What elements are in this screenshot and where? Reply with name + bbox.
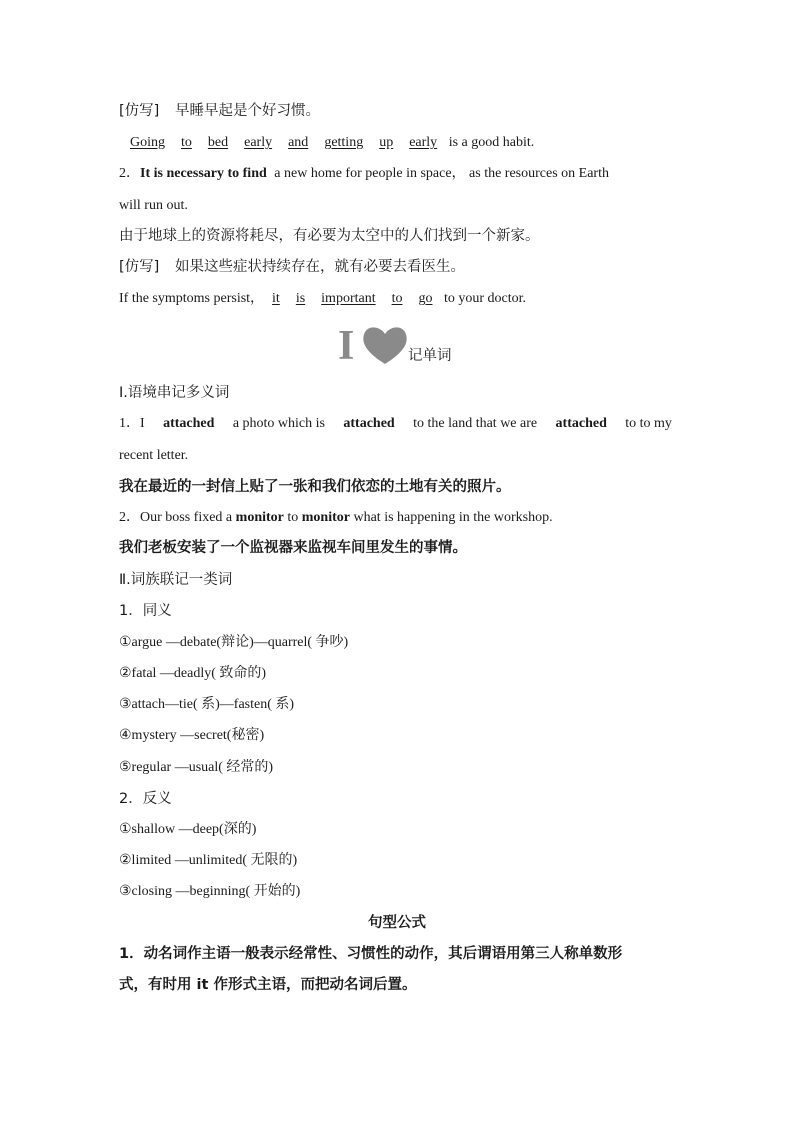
rule-text: 1．动名词作主语一般表示经常性、习惯性的动作，其后谓语用第三人称单数形 [119, 946, 623, 962]
imitation-tag: [仿写] [119, 103, 160, 119]
blank-answer: go [418, 291, 433, 306]
list-item: ①shallow —deep(深的) [119, 822, 257, 837]
prompt-text: 早睡早起是个好习惯。 [174, 103, 320, 119]
key-word: attached [163, 416, 215, 431]
word: to [287, 510, 299, 525]
item-number: 2． [119, 166, 140, 181]
sentence-continuation: recent letter. [119, 448, 189, 463]
word: I [140, 416, 145, 431]
word: a photo which is [232, 416, 325, 431]
blank-answer: and [288, 135, 309, 150]
sentence-continuation: will run out. [119, 198, 188, 213]
translation-text: 由于地球上的资源将耗尽，有必要为太空中的人们找到一个新家。 [119, 228, 540, 244]
example-sentence [119, 414, 672, 434]
blank-answer: is [295, 291, 306, 306]
blank-answer: Going [130, 135, 165, 150]
imitation-prompt-2 [119, 257, 465, 277]
sentence-head: If the symptoms persist， [119, 291, 265, 306]
list-item: ⑤regular —usual( 经常的) [119, 760, 274, 775]
imitation-answer-2 [119, 289, 526, 309]
list-item: ④mystery —secret(秘密) [119, 728, 265, 743]
synonym-heading: 1．同义 [119, 603, 172, 619]
section-title: Ⅱ.词族联记一类词 [119, 572, 233, 588]
blank-answer: getting [324, 135, 364, 150]
heart-icon [338, 322, 408, 366]
list-item: ①argue —debate(辩论)—quarrel( 争吵) [119, 635, 349, 650]
list-item: ③closing —beginning( 开始的) [119, 884, 301, 899]
sentence-tail: to your doctor. [444, 291, 527, 306]
item-number: 1． [119, 416, 140, 431]
key-phrase: It is necessary to find [140, 166, 267, 181]
translation-text: 我们老板安装了一个监视器来监视车间里发生的事情。 [119, 540, 467, 556]
formula-heading: 句型公式 [368, 915, 426, 931]
key-word: attached [555, 416, 607, 431]
imitation-tag: [仿写] [119, 259, 160, 275]
key-word: monitor [301, 510, 350, 525]
blank-answer: early [244, 135, 273, 150]
word: to to my [625, 416, 672, 431]
example-sentence-2 [119, 164, 609, 184]
logo-label: 记单词 [408, 348, 452, 364]
list-item: ③attach—tie( 系)—fasten( 系) [119, 697, 295, 712]
blank-answer: to [391, 291, 403, 306]
imitation-answer-1 [122, 133, 534, 153]
blank-answer: early [409, 135, 438, 150]
blank-answer: it [272, 291, 280, 306]
rule-text: 式，有时用 it 作形式主语，而把动名词后置。 [119, 977, 417, 993]
section-title: Ⅰ.语境串记多义词 [119, 385, 230, 401]
sentence-tail: is a good habit. [448, 135, 535, 150]
key-word: monitor [235, 510, 284, 525]
list-item: ②fatal —deadly( 致命的) [119, 666, 267, 681]
sentence-rest: a new home for people in space， as the resources on Earth [274, 166, 609, 181]
prompt-text: 如果这些症状持续存在，就有必要去看医生。 [174, 259, 465, 275]
list-item: ②limited —unlimited( 无限的) [119, 853, 298, 868]
item-number: 2． [119, 510, 140, 525]
blank-answer: to [181, 135, 192, 150]
word: Our boss fixed a [140, 510, 233, 525]
blank-answer: bed [207, 135, 229, 150]
translation-text: 我在最近的一封信上贴了一张和我们依恋的土地有关的照片。 [119, 479, 511, 495]
key-word: attached [343, 416, 395, 431]
antonym-heading: 2．反义 [119, 791, 172, 807]
blank-answer: important [321, 291, 376, 306]
word: to the land that we are [413, 416, 538, 431]
example-sentence [119, 508, 553, 528]
logo-letter: I [338, 323, 355, 366]
blank-answer: up [379, 135, 394, 150]
word: what is happening in the workshop. [353, 510, 553, 525]
imitation-prompt-1 [119, 101, 320, 121]
